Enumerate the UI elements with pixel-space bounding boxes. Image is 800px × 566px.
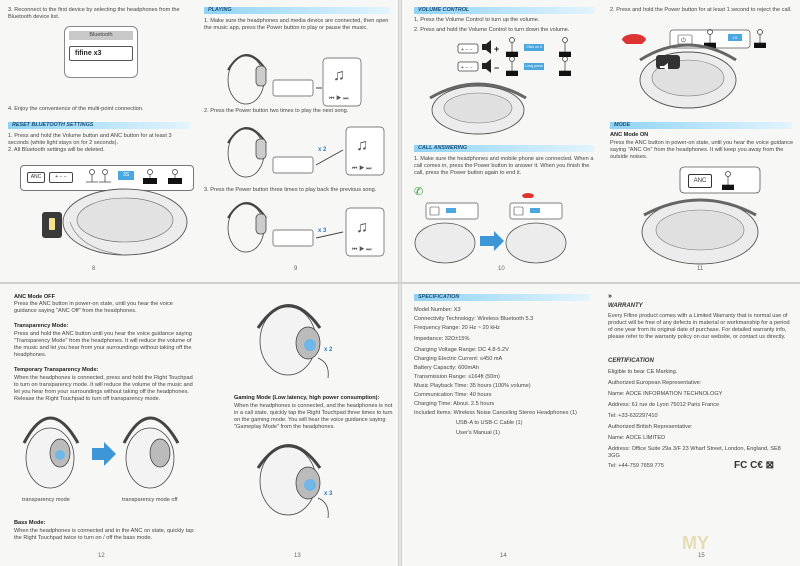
playing-step-1: 1. Make sure the headphones and media device are connected, then open the music app, press the Power button to play or pause the music. (204, 18, 389, 31)
hold-time-badge: 1S (732, 35, 738, 40)
page-number: 14 (500, 553, 507, 559)
temporary-transparency-heading: Temporary Transparency Mode: (14, 367, 99, 373)
svg-text:+ − −: + − − (461, 65, 473, 71)
cert-line-uk-tel: Tel: +44-759 7659 775 (608, 463, 664, 469)
svg-text:⏮ ▶ ⏭: ⏮ ▶ ⏭ (352, 166, 372, 172)
page-number: 15 (698, 553, 705, 559)
cert-line-eu-name: Name: AOCE INFORMATION TECHNOLOGY (608, 391, 723, 397)
playing-section-title: PLAYING (204, 7, 390, 14)
temporary-transparency-text: When the headphones is connected, press and hold the Right Touchpad to turn on transparency mode. It will reduce the volume of the music and let you hear from your surroundings without taking off the headphones. Release the Right Touchpad to turn off transparency mode. (14, 375, 193, 402)
watermark: MY (682, 533, 709, 553)
svg-text:♫: ♫ (356, 137, 368, 154)
phone-answer-icon: ✆ (414, 186, 424, 198)
playing-step-2: 2. Press the Power button two times to play the next song. (204, 108, 349, 114)
cert-line-ce: Eligible to bear CE Marking. (608, 369, 678, 375)
warranty-heading: WARRANTY (608, 303, 643, 309)
step-3-text: 3. Reconnect to the first device by selecting the headphones from the Bluetooth device list. (8, 7, 180, 20)
spec-current: Charging Electric Current: ≤450 mA (414, 356, 503, 362)
cert-line-eu-rep: Authorized European Representative: (608, 380, 702, 386)
device-list-item[interactable]: fifine x3 (69, 46, 133, 61)
gaming-mode-heading: Gaming Mode (Low latency, high power consumption): (234, 395, 380, 401)
bass-mode-text: When the headphones is connected and in the ANC on state, quickly tap the Right Touchpad twice to turn on / off the bass mode. (14, 528, 194, 541)
svg-text:+ − −: + − − (461, 47, 473, 53)
mode-section-title: MODE (610, 122, 792, 129)
tap-count-3: x 3 (318, 228, 327, 234)
spec-voltage: Charging Voltage Range: DC 4.8-5.2V (414, 347, 509, 353)
call-section-title: CALL ANSWERING (414, 145, 594, 152)
tap-count-2: x 2 (318, 147, 327, 153)
certification-heading: CERTIFICATION (608, 358, 654, 364)
spec-included-manual: User's Manual (1) (456, 430, 500, 436)
page-10 (400, 0, 600, 283)
svg-text:−: − (494, 63, 500, 73)
spec-connectivity: Connectivity Technology: Wireless Bluetooth 5.3 (414, 316, 534, 322)
anc-illustration (600, 0, 800, 283)
playing-illustrations (198, 0, 400, 283)
cert-line-eu-address: Address: 61 rue de Lyon 75012 Paris France (608, 402, 720, 408)
svg-text:+: + (494, 44, 500, 54)
page-13 (198, 283, 400, 566)
svg-text:⏻: ⏻ (681, 38, 686, 44)
volume-step-1: 1. Press the Volume Control to turn up the volume. (414, 17, 540, 23)
page-15 (600, 283, 800, 566)
anc-button: ANC (27, 172, 45, 183)
spec-range: Transmission Range: ≤164ft (50m) (414, 374, 500, 380)
page-11 (600, 0, 800, 283)
spec-frequency: Frequency Range: 20 Hz ~ 20 kHz (414, 325, 500, 331)
transparency-heading: Transparency Mode: (14, 323, 69, 329)
bass-mode-heading: Bass Mode: (14, 520, 46, 526)
svg-text:♫: ♫ (356, 219, 368, 236)
time-badge: 3S (118, 171, 134, 180)
cert-line-uk-address: Address: Office Suite 29a 3/F 23 Wharf Street, London, England, SE8 3GG (608, 446, 781, 459)
caption-transparency-mode: transparency mode (22, 497, 70, 503)
volume-step-2: 2. Press and hold the Volume Control to turn down the volume. (414, 27, 570, 33)
svg-text:♫: ♫ (333, 67, 345, 84)
anc-on-heading: ANC Mode ON (610, 132, 649, 138)
spec-playback: Music Playback Time: 35 hours (100% volume) (414, 383, 531, 389)
tap-count-2: x 2 (324, 347, 333, 353)
hand-icon (86, 170, 181, 183)
page-number: 10 (498, 266, 505, 272)
long-press-label: Long press (525, 64, 543, 68)
anc-off-text: Press the ANC button in power-on state, until you hear the voice guidance saying "ANC Off" from the headphones. (14, 301, 173, 314)
caption-transparency-mode-off: transparency mode off (122, 497, 178, 503)
certification-marks: FC C€ ⊠ (734, 460, 775, 471)
headphone-illustration (0, 0, 198, 283)
spec-impedance: Impedance: 32Ω±15% (414, 336, 470, 342)
spec-battery: Battery Capacity: 600mAh (414, 365, 479, 371)
tap-count-3: x 3 (324, 491, 333, 497)
page-number: 11 (697, 266, 704, 272)
reset-section-title: RESET BLUETOOTH SETTINGS (8, 122, 190, 129)
spec-model: Model Number: X3 (414, 307, 461, 313)
cert-line-uk-rep: Authorized British Representative: (608, 424, 693, 430)
bluetooth-header: Bluetooth (69, 31, 133, 40)
specification-section-title: SPECIFICATION (414, 294, 590, 301)
volume-button: + − − (49, 172, 73, 183)
anc-on-text: Press the ANC button in power-on state, until you hear the voice guidance saying "ANC On" from the headphones. It will keep you away from the outside noises. (610, 140, 794, 160)
page-number: 9 (294, 266, 298, 272)
reset-step-2: 2. All Bluetooth settings will be deleted. (8, 147, 105, 153)
call-illustration (400, 0, 600, 283)
volume-section-title: VOLUME CONTROL (414, 7, 594, 14)
spec-communication: Communication Time: 40 hours (414, 392, 492, 398)
reject-step-2: 2. Press and hold the Power button for at least 1 second to reject the call. (610, 7, 792, 13)
call-step-1: 1. Make sure the headphones and mobile phone are connected. When a call comes in, press the Power button to answer it. When you finish the call, press the Power button again to end it. (414, 156, 594, 176)
gaming-mode-text: When the headphones is connected, and the headphones is not in a call state, quickly tap the Right Touchpad three times to turn on the gaming mode. You will hear the voice guidance saying "Gameplay Mode" from the headphones. (234, 403, 393, 430)
playing-step-3: 3. Press the Power button three times to play back the previous song. (204, 187, 377, 193)
warranty-text: Every Fifine product comes with a Limited Warranty that is normal use of product will be free of any defects in material or workmanship for a period of one year from its original date of purchase. For detailed warranty info, please refer to the warranty policy on our website, or contact us directly. (608, 313, 790, 340)
spec-charging-time: Charging Time: About. 2.5 hours (414, 401, 495, 407)
arrow-marker: » (608, 293, 612, 300)
page-8 (0, 0, 198, 283)
svg-text:⏮ ▶ ⏭: ⏮ ▶ ⏭ (352, 247, 372, 253)
step-4-text: 4. Enjoy the convenience of the multi-point connection. (8, 106, 144, 112)
anc-button: ANC (688, 174, 712, 188)
transparency-text: Press and hold the ANC button until you hear the voice guidance saying "Transparency Mode" from the headphones. It will reduce the volume of the music and let you hear from your surroundings without taking off the headphones. (14, 331, 192, 358)
spec-included-items: Included Items: Wireless Noise Canceling Stereo Headphones (1) (414, 410, 577, 416)
horizontal-fold (0, 282, 800, 284)
page-9 (198, 0, 400, 283)
page-number: 8 (92, 266, 96, 272)
click-label: Click on it (526, 45, 542, 49)
page-12 (0, 283, 198, 566)
cert-line-eu-tel: Tel: +33-632297410 (608, 413, 658, 419)
anc-off-heading: ANC Mode OFF (14, 294, 56, 300)
spec-included-cable: USB-A to USB-C Cable (1) (456, 420, 523, 426)
svg-text:⏮ ▶ ⏭: ⏮ ▶ ⏭ (329, 96, 349, 102)
reset-step-1: 1. Press and hold the Volume button and ANC button for at least 3 seconds (white light stays on for 2 seconds). (8, 133, 172, 146)
page-number: 12 (98, 553, 105, 559)
page-number: 13 (294, 553, 301, 559)
page-14 (400, 283, 600, 566)
cert-line-uk-name: Name: AOCE LIMITED (608, 435, 666, 441)
